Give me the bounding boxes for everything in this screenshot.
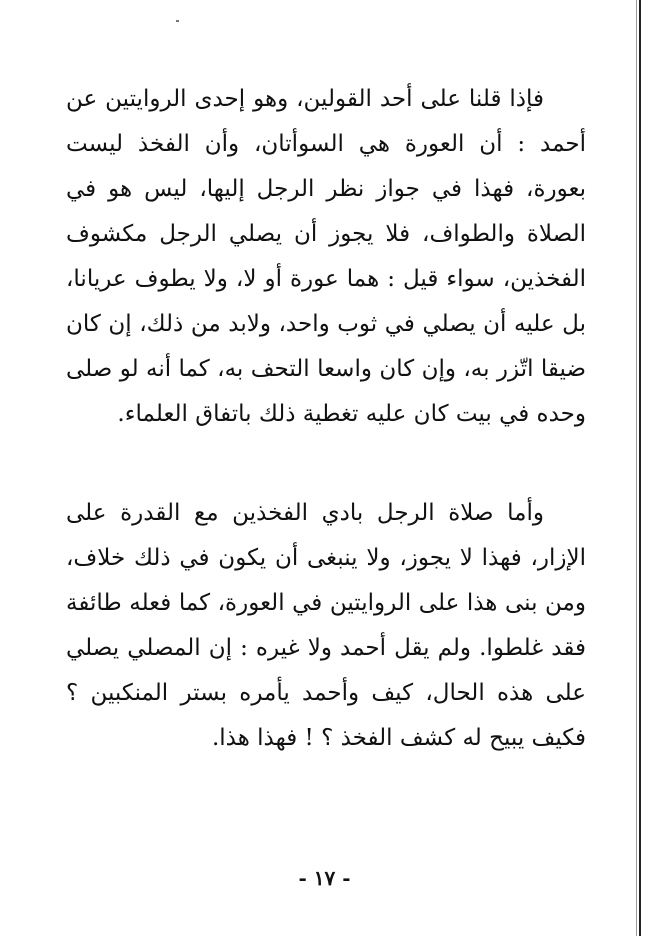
page-number: - ١٧ - <box>298 866 351 890</box>
binding-edge-line <box>639 0 641 936</box>
scan-speck <box>176 20 179 22</box>
binding-edge-shadow <box>636 0 637 936</box>
paragraph-1: فإذا قلنا على أحد القولين، وهو إحدى الروايتين عن أحمد : أن العورة هي السوأتان، وأن الفخذ ليست بعورة، فهذا في جواز نظر الرجل إليها، ليس هو في الصلاة والطواف، فلا يجوز أن يصلي الرجل مكشوف الفخذين، سواء قيل : هما عورة أو لا، ولا يطوف عريانا، بل عليه أن يصلي في ثوب واحد، ولابد من ذلك، إن كان ضيقا اتّزر به، وإن كان واسعا التحف به، كما أنه لو صلى وحده في بيت كان عليه تغطية ذلك باتفاق العلماء. <box>66 86 586 427</box>
paragraph-2: وأما صلاة الرجل بادي الفخذين مع القدرة على الإزار، فهذا لا يجوز، ولا ينبغى أن يكون في ذلك خلاف، ومن بنى هذا على الروايتين في العورة، كما فعله طائفة فقد غلطوا. ولم يقل أحمد ولا غيره : إن المصلي يصلي على هذه الحال، كيف وأحمد يأمره بستر المنكبين ؟ فكيف يبيح له كشف الفخذ ؟ ! فهذا هذا. <box>66 500 586 751</box>
